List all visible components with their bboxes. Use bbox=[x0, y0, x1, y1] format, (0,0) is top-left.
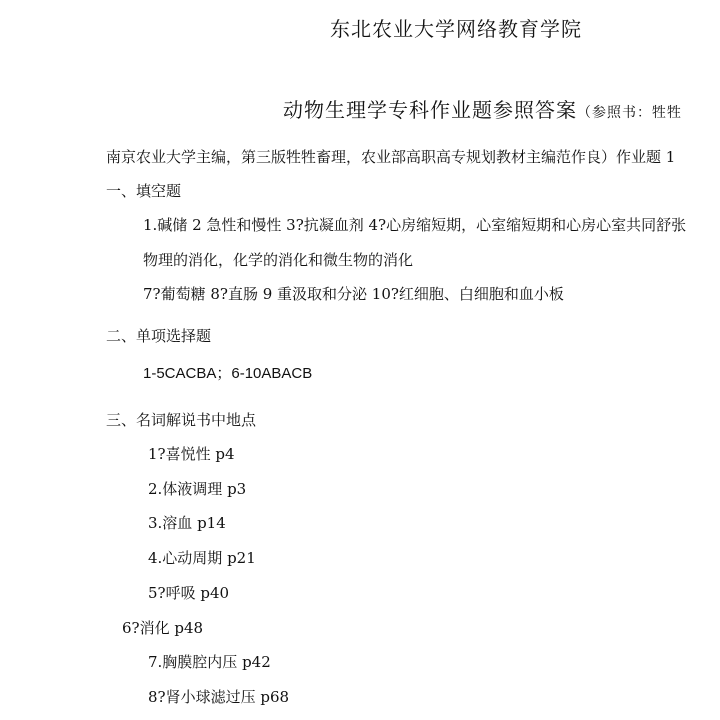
fill-blank-answer-line-1: 1.碱储 2 急性和慢性 3?抗凝血剂 4?心房缩短期，心室缩短期和心房心室共同舒张 bbox=[143, 216, 687, 234]
intro-line: 南京农业大学主编，第三版牲牲畜理，农业部高职高专规划教材主编范作良）作业题 1 bbox=[106, 148, 676, 166]
single-choice-answers: 1-5CACBA；6-10ABACB bbox=[143, 365, 313, 382]
term-item: 6?消化 p48 bbox=[122, 619, 204, 637]
term-item: 8?肾小球滤过压 p68 bbox=[148, 688, 290, 706]
fill-blank-answer-line-3: 7?葡萄糖 8?直肠 9 重汲取和分泌 10?红细胞、白细胞和血小板 bbox=[143, 285, 564, 303]
section-heading-single-choice: 二、单项选择题 bbox=[106, 327, 212, 345]
term-item: 5?呼吸 p40 bbox=[148, 584, 230, 602]
section-heading-fill-blank: 一、填空题 bbox=[106, 182, 182, 200]
doc-title-main: 动物生理学专科作业题参照答案 bbox=[283, 98, 577, 122]
term-item: 1?喜悦性 p4 bbox=[148, 445, 235, 463]
section-heading-term-explanation: 三、名词解说书中地点 bbox=[106, 411, 257, 429]
document-title bbox=[283, 96, 682, 127]
term-item: 7.胸膜腔内压 p42 bbox=[148, 653, 271, 671]
fill-blank-answer-line-2: 物理的消化，化学的消化和微生物的消化 bbox=[143, 251, 414, 269]
term-item: 2.体液调理 p3 bbox=[148, 480, 247, 498]
institution-title: 东北农业大学网络教育学院 bbox=[330, 17, 582, 41]
term-item: 3.溶血 p14 bbox=[148, 514, 226, 532]
term-item: 4.心动周期 p21 bbox=[148, 549, 256, 567]
doc-title-reference: （参照书：牲牲 bbox=[577, 105, 682, 121]
